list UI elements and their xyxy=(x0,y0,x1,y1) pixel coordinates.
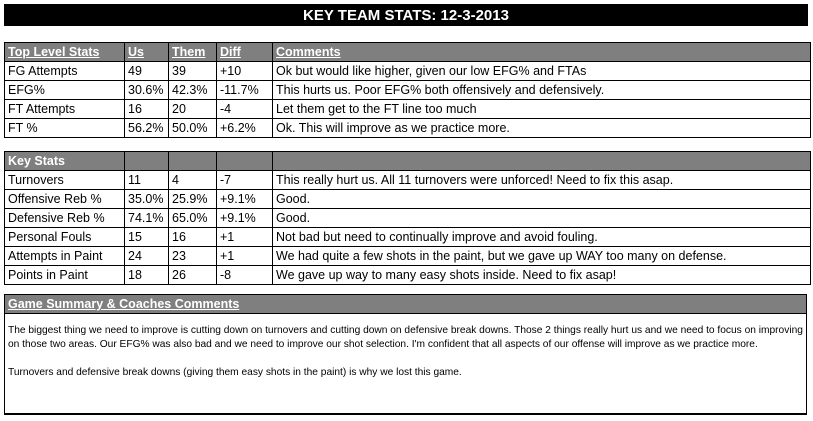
diff-cell: +9.1% xyxy=(217,209,273,228)
comment-cell: We gave up way to many easy shots inside. Need to fix asap! xyxy=(273,266,811,285)
them-cell: 65.0% xyxy=(169,209,217,228)
table-row xyxy=(5,266,811,285)
summary-heading: Game Summary & Coaches Comments xyxy=(5,295,806,314)
comment-cell: Good. xyxy=(273,209,811,228)
us-cell: 11 xyxy=(125,171,169,190)
diff-cell: +9.1% xyxy=(217,190,273,209)
comment-cell: We had quite a few shots in the paint, but we gave up WAY too many on defense. xyxy=(273,247,811,266)
diff-cell: +1 xyxy=(217,247,273,266)
diff-cell: +1 xyxy=(217,228,273,247)
stat-name-cell: Offensive Reb % xyxy=(5,190,125,209)
game-summary-section xyxy=(4,294,807,415)
table-row xyxy=(5,171,811,190)
them-cell: 23 xyxy=(169,247,217,266)
diff-cell: +10 xyxy=(217,62,273,81)
us-cell: 18 xyxy=(125,266,169,285)
table-row xyxy=(5,190,811,209)
page-title: KEY TEAM STATS: 12-3-2013 xyxy=(4,4,808,26)
header-cell: Us xyxy=(125,43,169,62)
them-cell: 25.9% xyxy=(169,190,217,209)
comment-cell: Good. xyxy=(273,190,811,209)
us-cell: 15 xyxy=(125,228,169,247)
us-cell: 49 xyxy=(125,62,169,81)
them-cell: 26 xyxy=(169,266,217,285)
diff-cell: -8 xyxy=(217,266,273,285)
diff-cell: -7 xyxy=(217,171,273,190)
us-cell: 56.2% xyxy=(125,119,169,138)
summary-body xyxy=(5,314,806,380)
stat-name-cell: Points in Paint xyxy=(5,266,125,285)
us-cell: 30.6% xyxy=(125,81,169,100)
stat-name-cell: Defensive Reb % xyxy=(5,209,125,228)
summary-paragraph: Turnovers and defensive break downs (giving them easy shots in the paint) is why we lost this game. xyxy=(8,367,462,378)
them-cell: 42.3% xyxy=(169,81,217,100)
comment-cell: Ok. This will improve as we practice more. xyxy=(273,119,811,138)
header-cell: Diff xyxy=(217,43,273,62)
header-cell xyxy=(125,152,169,171)
header-cell xyxy=(273,152,811,171)
us-cell: 74.1% xyxy=(125,209,169,228)
table-row xyxy=(5,209,811,228)
them-cell: 50.0% xyxy=(169,119,217,138)
comment-cell: Let them get to the FT line too much xyxy=(273,100,811,119)
us-cell: 35.0% xyxy=(125,190,169,209)
stat-name-cell: FT % xyxy=(5,119,125,138)
diff-cell: -4 xyxy=(217,100,273,119)
them-cell: 4 xyxy=(169,171,217,190)
key-stats-table xyxy=(4,151,811,285)
them-cell: 39 xyxy=(169,62,217,81)
diff-cell: -11.7% xyxy=(217,81,273,100)
table-header-row xyxy=(5,152,811,171)
table-row xyxy=(5,228,811,247)
header-cell: Key Stats xyxy=(5,152,125,171)
them-cell: 16 xyxy=(169,228,217,247)
stat-name-cell: FG Attempts xyxy=(5,62,125,81)
table-header-row xyxy=(5,43,811,62)
table-row xyxy=(5,119,811,138)
comment-cell: This hurts us. Poor EFG% both offensively and defensively. xyxy=(273,81,811,100)
stat-name-cell: Attempts in Paint xyxy=(5,247,125,266)
stat-name-cell: EFG% xyxy=(5,81,125,100)
table-row xyxy=(5,247,811,266)
summary-paragraph: The biggest thing we need to improve is cutting down on turnovers and cutting down on defensive break downs. Those 2 things really hurt us and we need to focus on improving on those two areas. Our EFG% was also bad and we need to improve our shot selection. I'm confident that all aspects of our offense will improve as we practice more. xyxy=(8,325,803,350)
stat-name-cell: Turnovers xyxy=(5,171,125,190)
comment-cell: Not bad but need to continually improve and avoid fouling. xyxy=(273,228,811,247)
table-row xyxy=(5,81,811,100)
diff-cell: +6.2% xyxy=(217,119,273,138)
us-cell: 24 xyxy=(125,247,169,266)
comment-cell: Ok but would like higher, given our low EFG% and FTAs xyxy=(273,62,811,81)
them-cell: 20 xyxy=(169,100,217,119)
us-cell: 16 xyxy=(125,100,169,119)
header-cell xyxy=(169,152,217,171)
header-cell: Comments xyxy=(273,43,811,62)
comment-cell: This really hurt us. All 11 turnovers were unforced! Need to fix this asap. xyxy=(273,171,811,190)
header-cell: Top Level Stats xyxy=(5,43,125,62)
table-row xyxy=(5,62,811,81)
header-cell: Them xyxy=(169,43,217,62)
header-cell xyxy=(217,152,273,171)
stat-name-cell: FT Attempts xyxy=(5,100,125,119)
stat-name-cell: Personal Fouls xyxy=(5,228,125,247)
top-level-stats-table xyxy=(4,42,811,138)
table-row xyxy=(5,100,811,119)
